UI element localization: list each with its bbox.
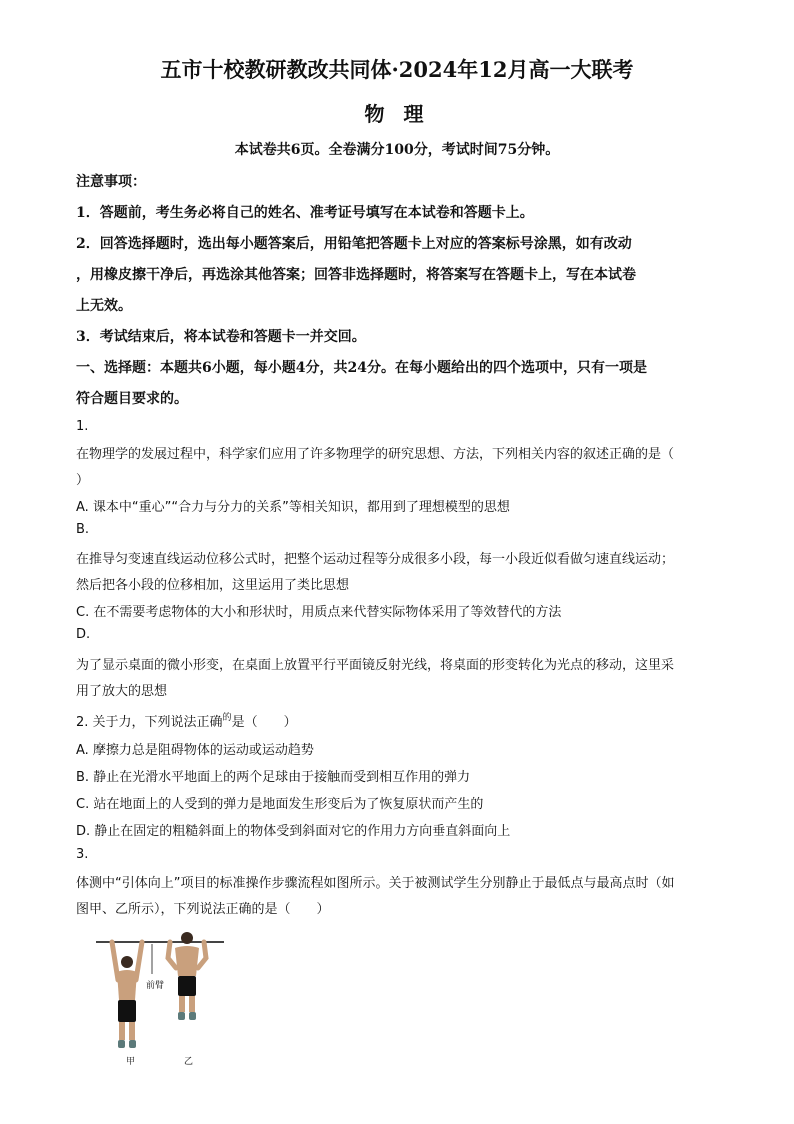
exam-info: 本试卷共6页。全卷满分100分，考试时间75分钟。 [234, 142, 560, 158]
section-1-heading-line-2: 符合题目要求的。 [76, 391, 188, 407]
question-2-option-a: A. 摩擦力总是阻碍物体的运动或运动趋势 [76, 743, 314, 758]
question-1-option-b-line-2: 然后把各小段的位移相加，这里运用了类比思想 [76, 578, 350, 593]
note-item-3: 3．考试结束后，将本试卷和答题卡一并交回。 [76, 329, 366, 345]
notes-heading: 注意事项： [76, 174, 146, 190]
note-item-2-line-1: 2．回答选择题时，选出每小题答案后，用铅笔把答题卡上对应的答案标号涂黑，如有改动 [76, 236, 632, 252]
question-3-stem-line-2: 图甲、乙所示），下列说法正确的是（ ） [76, 902, 330, 917]
label-jia: 甲 [126, 1057, 136, 1067]
subject-title: 物 理 [364, 102, 430, 126]
person-yi [168, 932, 206, 1020]
note-item-1: 1．答题前，考生务必将自己的姓名、准考证号填写在本试卷和答题卡上。 [76, 205, 534, 221]
pull-up-illustration [92, 928, 232, 1068]
question-2-stem [76, 711, 297, 730]
question-2-stem-superscript: 的 [222, 713, 232, 723]
question-1-option-c: C. 在不需要考虑物体的大小和形状时，用质点来代替实际物体采用了等效替代的方法 [76, 605, 562, 620]
question-1-option-d-line-1: 为了显示桌面的微小形变，在桌面上放置平行平面镜反射光线，将桌面的形变转化为光点的移动，这里采 [76, 658, 675, 673]
pull-up-figure [92, 928, 232, 1068]
label-yi: 乙 [184, 1057, 194, 1067]
note-item-2-line-2: ，用橡皮擦干净后，再选涂其他答案；回答非选择题时，将答案写在答题卡上，写在本试卷 [76, 267, 636, 283]
question-3-stem-line-1: 体测中“引体向上”项目的标准操作步骤流程如图所示。关于被测试学生分别静止于最低点与最高点时（如 [76, 876, 675, 891]
question-2-option-c: C. 站在地面上的人受到的弹力是地面发生形变后为了恢复原状而产生的 [76, 797, 484, 812]
question-3-number: 3. [76, 847, 89, 862]
question-1-option-a: A. 课本中“重心”“合力与分力的关系”等相关知识，都用到了理想模型的思想 [76, 500, 510, 515]
question-2-option-b: B. 静止在光滑水平地面上的两个足球由于接触而受到相互作用的弹力 [76, 770, 471, 785]
question-1-stem-line-2: ） [76, 473, 90, 488]
question-2-stem-part-1: 2. 关于力，下列说法正确 [76, 715, 223, 730]
note-item-2-line-3: 上无效。 [76, 298, 132, 314]
question-1-stem-line-1: 在物理学的发展过程中，科学家们应用了许多物理学的研究思想、方法，下列相关内容的叙述正确的是（ [76, 447, 675, 462]
person-jia [112, 942, 142, 1048]
question-2-stem-part-2: 是（ ） [231, 715, 297, 730]
label-forearm: 前臂 [146, 981, 165, 991]
question-1-number: 1. [76, 419, 89, 434]
question-1-option-b-line-1: 在推导匀变速直线运动位移公式时，把整个运动过程等分成很多小段，每一小段近似看做匀速直线运动； [76, 552, 675, 567]
question-1-option-d-line-2: 用了放大的思想 [76, 684, 168, 699]
question-1-option-b-label: B. [76, 522, 90, 537]
question-2-option-d: D. 静止在固定的粗糙斜面上的物体受到斜面对它的作用力方向垂直斜面向上 [76, 824, 511, 839]
section-1-heading-line-1: 一、选择题：本题共6小题，每小题4分，共24分。在每小题给出的四个选项中，只有一项是 [76, 360, 647, 376]
question-1-option-d-label: D. [76, 627, 91, 642]
exam-title: 五市十校教研教改共同体·2024年12月高一大联考 [160, 57, 634, 82]
